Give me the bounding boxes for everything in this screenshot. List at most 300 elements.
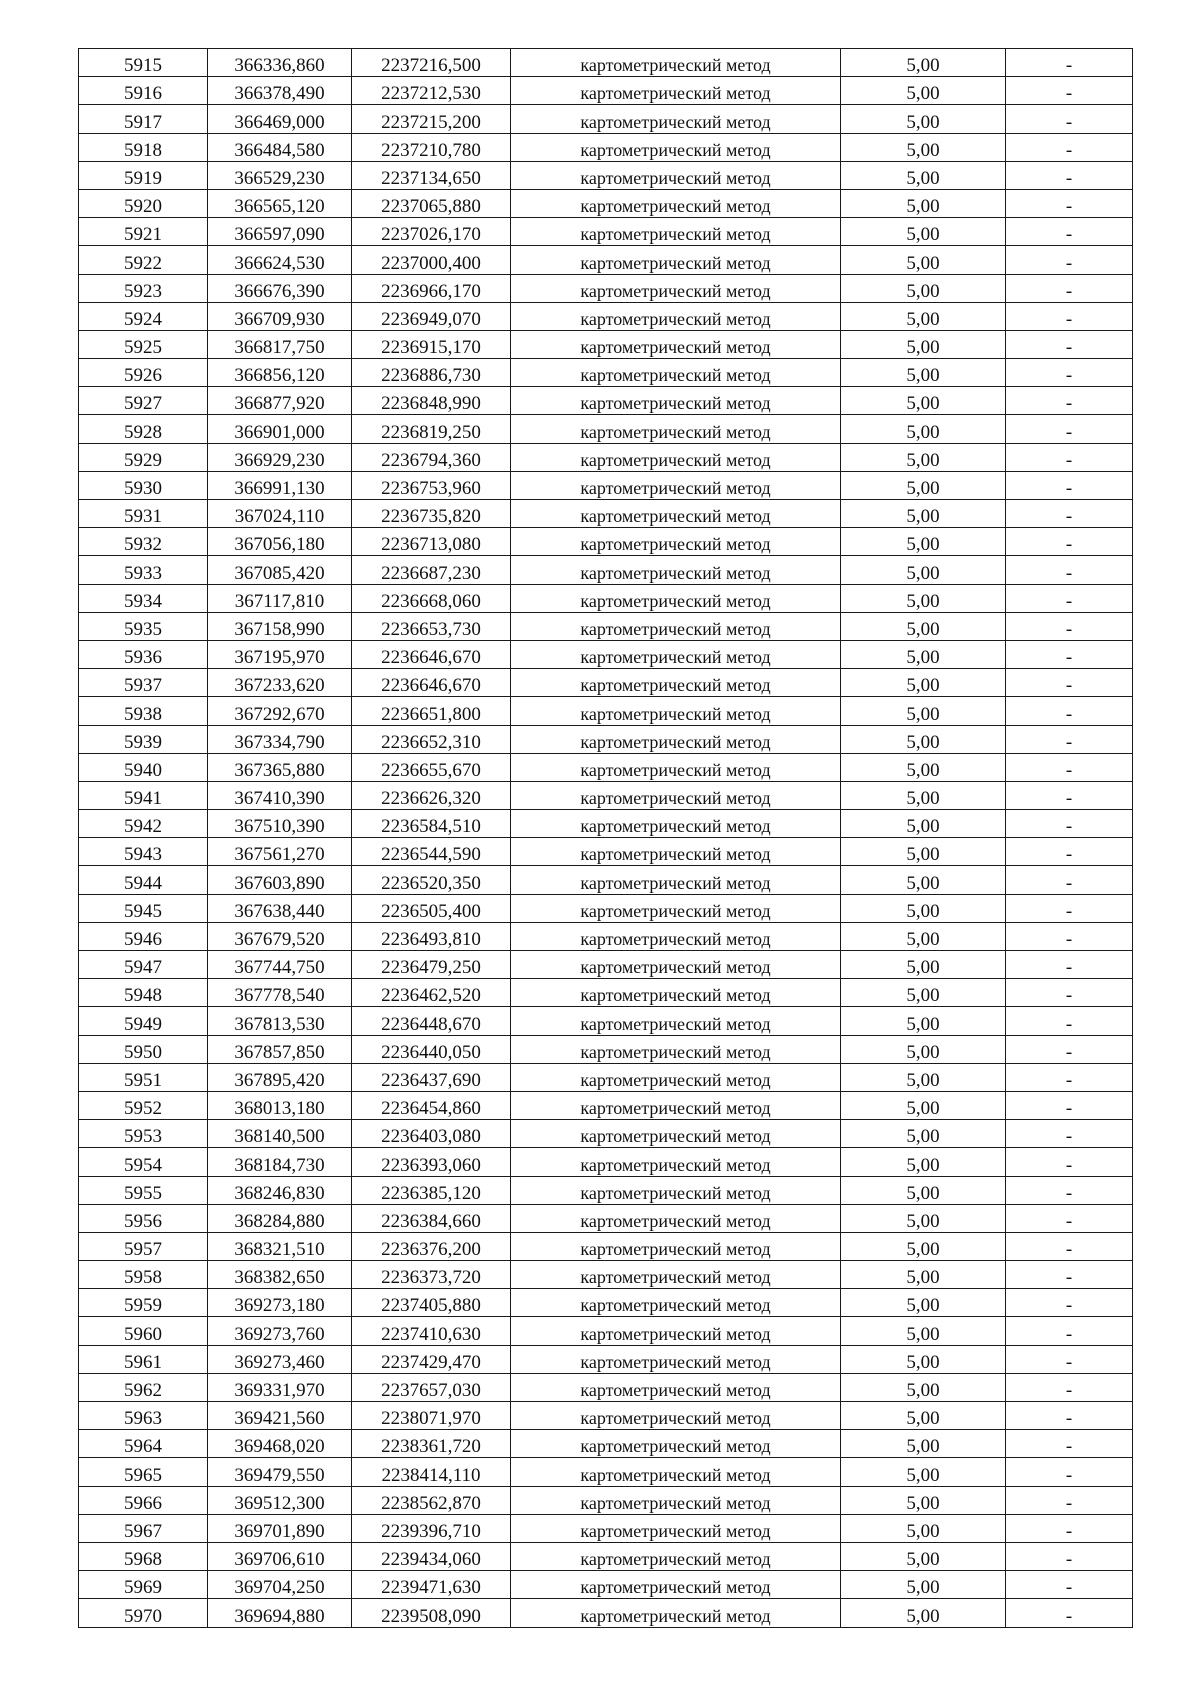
method-cell: картометрический метод xyxy=(511,725,841,753)
method-cell: картометрический метод xyxy=(511,77,841,105)
point-number-cell: 5950 xyxy=(79,1035,208,1063)
method-cell: картометрический метод xyxy=(511,274,841,302)
point-number-cell: 5951 xyxy=(79,1063,208,1091)
point-number-cell: 5948 xyxy=(79,979,208,1007)
accuracy-cell: 5,00 xyxy=(841,387,1006,415)
accuracy-cell: 5,00 xyxy=(841,77,1006,105)
point-number-cell: 5954 xyxy=(79,1148,208,1176)
accuracy-cell: 5,00 xyxy=(841,866,1006,894)
point-number-cell: 5924 xyxy=(79,302,208,330)
y-coordinate-cell: 2236794,360 xyxy=(352,443,511,471)
table-row xyxy=(79,189,1133,217)
description-cell: - xyxy=(1006,1373,1133,1401)
table-row xyxy=(79,274,1133,302)
y-coordinate-cell: 2236735,820 xyxy=(352,500,511,528)
description-cell: - xyxy=(1006,1430,1133,1458)
accuracy-cell: 5,00 xyxy=(841,415,1006,443)
table-row xyxy=(79,415,1133,443)
description-cell: - xyxy=(1006,1261,1133,1289)
table-row xyxy=(79,640,1133,668)
x-coordinate-cell: 367233,620 xyxy=(208,669,352,697)
description-cell: - xyxy=(1006,1402,1133,1430)
table-row xyxy=(79,471,1133,499)
point-number-cell: 5928 xyxy=(79,415,208,443)
accuracy-cell: 5,00 xyxy=(841,1289,1006,1317)
y-coordinate-cell: 2238361,720 xyxy=(352,1430,511,1458)
y-coordinate-cell: 2236886,730 xyxy=(352,359,511,387)
y-coordinate-cell: 2236403,080 xyxy=(352,1120,511,1148)
table-row xyxy=(79,1035,1133,1063)
table-row xyxy=(79,669,1133,697)
y-coordinate-cell: 2237026,170 xyxy=(352,218,511,246)
description-cell: - xyxy=(1006,1542,1133,1570)
point-number-cell: 5941 xyxy=(79,781,208,809)
y-coordinate-cell: 2236646,670 xyxy=(352,669,511,697)
x-coordinate-cell: 367195,970 xyxy=(208,640,352,668)
x-coordinate-cell: 366336,860 xyxy=(208,49,352,77)
table-row xyxy=(79,500,1133,528)
description-cell: - xyxy=(1006,1458,1133,1486)
method-cell: картометрический метод xyxy=(511,838,841,866)
table-row xyxy=(79,528,1133,556)
x-coordinate-cell: 368246,830 xyxy=(208,1176,352,1204)
method-cell: картометрический метод xyxy=(511,1458,841,1486)
y-coordinate-cell: 2237410,630 xyxy=(352,1317,511,1345)
method-cell: картометрический метод xyxy=(511,218,841,246)
description-cell: - xyxy=(1006,753,1133,781)
point-number-cell: 5956 xyxy=(79,1204,208,1232)
point-number-cell: 5942 xyxy=(79,810,208,838)
y-coordinate-cell: 2237065,880 xyxy=(352,189,511,217)
description-cell: - xyxy=(1006,1486,1133,1514)
method-cell: картометрический метод xyxy=(511,302,841,330)
x-coordinate-cell: 366469,000 xyxy=(208,105,352,133)
accuracy-cell: 5,00 xyxy=(841,471,1006,499)
accuracy-cell: 5,00 xyxy=(841,1007,1006,1035)
accuracy-cell: 5,00 xyxy=(841,1373,1006,1401)
point-number-cell: 5923 xyxy=(79,274,208,302)
description-cell: - xyxy=(1006,218,1133,246)
accuracy-cell: 5,00 xyxy=(841,1204,1006,1232)
accuracy-cell: 5,00 xyxy=(841,246,1006,274)
x-coordinate-cell: 369421,560 xyxy=(208,1402,352,1430)
point-number-cell: 5963 xyxy=(79,1402,208,1430)
table-row xyxy=(79,218,1133,246)
description-cell: - xyxy=(1006,415,1133,443)
accuracy-cell: 5,00 xyxy=(841,1035,1006,1063)
description-cell: - xyxy=(1006,1148,1133,1176)
x-coordinate-cell: 369512,300 xyxy=(208,1486,352,1514)
y-coordinate-cell: 2236655,670 xyxy=(352,753,511,781)
point-number-cell: 5935 xyxy=(79,612,208,640)
x-coordinate-cell: 367510,390 xyxy=(208,810,352,838)
table-row xyxy=(79,1486,1133,1514)
accuracy-cell: 5,00 xyxy=(841,500,1006,528)
coordinates-table-body xyxy=(79,49,1133,1628)
accuracy-cell: 5,00 xyxy=(841,810,1006,838)
method-cell: картометрический метод xyxy=(511,471,841,499)
description-cell: - xyxy=(1006,246,1133,274)
y-coordinate-cell: 2236966,170 xyxy=(352,274,511,302)
method-cell: картометрический метод xyxy=(511,1261,841,1289)
point-number-cell: 5939 xyxy=(79,725,208,753)
accuracy-cell: 5,00 xyxy=(841,725,1006,753)
method-cell: картометрический метод xyxy=(511,556,841,584)
method-cell: картометрический метод xyxy=(511,753,841,781)
accuracy-cell: 5,00 xyxy=(841,1345,1006,1373)
y-coordinate-cell: 2236915,170 xyxy=(352,330,511,358)
x-coordinate-cell: 369273,180 xyxy=(208,1289,352,1317)
point-number-cell: 5934 xyxy=(79,584,208,612)
accuracy-cell: 5,00 xyxy=(841,894,1006,922)
method-cell: картометрический метод xyxy=(511,1007,841,1035)
x-coordinate-cell: 366991,130 xyxy=(208,471,352,499)
description-cell: - xyxy=(1006,922,1133,950)
y-coordinate-cell: 2236652,310 xyxy=(352,725,511,753)
point-number-cell: 5960 xyxy=(79,1317,208,1345)
accuracy-cell: 5,00 xyxy=(841,1120,1006,1148)
description-cell: - xyxy=(1006,161,1133,189)
x-coordinate-cell: 367744,750 xyxy=(208,951,352,979)
x-coordinate-cell: 366378,490 xyxy=(208,77,352,105)
accuracy-cell: 5,00 xyxy=(841,1091,1006,1119)
description-cell: - xyxy=(1006,528,1133,556)
method-cell: картометрический метод xyxy=(511,133,841,161)
table-row xyxy=(79,49,1133,77)
method-cell: картометрический метод xyxy=(511,1204,841,1232)
accuracy-cell: 5,00 xyxy=(841,528,1006,556)
x-coordinate-cell: 367895,420 xyxy=(208,1063,352,1091)
table-row xyxy=(79,1514,1133,1542)
method-cell: картометрический метод xyxy=(511,1232,841,1260)
x-coordinate-cell: 367117,810 xyxy=(208,584,352,612)
point-number-cell: 5921 xyxy=(79,218,208,246)
table-row xyxy=(79,584,1133,612)
x-coordinate-cell: 369706,610 xyxy=(208,1542,352,1570)
x-coordinate-cell: 368184,730 xyxy=(208,1148,352,1176)
method-cell: картометрический метод xyxy=(511,951,841,979)
x-coordinate-cell: 366856,120 xyxy=(208,359,352,387)
table-row xyxy=(79,866,1133,894)
point-number-cell: 5922 xyxy=(79,246,208,274)
method-cell: картометрический метод xyxy=(511,415,841,443)
method-cell: картометрический метод xyxy=(511,387,841,415)
method-cell: картометрический метод xyxy=(511,979,841,1007)
y-coordinate-cell: 2238414,110 xyxy=(352,1458,511,1486)
table-row xyxy=(79,1120,1133,1148)
point-number-cell: 5952 xyxy=(79,1091,208,1119)
table-row xyxy=(79,387,1133,415)
table-row xyxy=(79,1458,1133,1486)
x-coordinate-cell: 367334,790 xyxy=(208,725,352,753)
accuracy-cell: 5,00 xyxy=(841,838,1006,866)
y-coordinate-cell: 2236651,800 xyxy=(352,697,511,725)
point-number-cell: 5930 xyxy=(79,471,208,499)
x-coordinate-cell: 368284,880 xyxy=(208,1204,352,1232)
x-coordinate-cell: 366597,090 xyxy=(208,218,352,246)
x-coordinate-cell: 367085,420 xyxy=(208,556,352,584)
accuracy-cell: 5,00 xyxy=(841,1599,1006,1627)
method-cell: картометрический метод xyxy=(511,330,841,358)
method-cell: картометрический метод xyxy=(511,1402,841,1430)
point-number-cell: 5937 xyxy=(79,669,208,697)
point-number-cell: 5957 xyxy=(79,1232,208,1260)
point-number-cell: 5932 xyxy=(79,528,208,556)
y-coordinate-cell: 2236544,590 xyxy=(352,838,511,866)
description-cell: - xyxy=(1006,556,1133,584)
method-cell: картометрический метод xyxy=(511,612,841,640)
x-coordinate-cell: 367561,270 xyxy=(208,838,352,866)
accuracy-cell: 5,00 xyxy=(841,1261,1006,1289)
table-row xyxy=(79,161,1133,189)
method-cell: картометрический метод xyxy=(511,697,841,725)
accuracy-cell: 5,00 xyxy=(841,1148,1006,1176)
accuracy-cell: 5,00 xyxy=(841,1176,1006,1204)
x-coordinate-cell: 366624,530 xyxy=(208,246,352,274)
accuracy-cell: 5,00 xyxy=(841,781,1006,809)
table-row xyxy=(79,1204,1133,1232)
point-number-cell: 5920 xyxy=(79,189,208,217)
accuracy-cell: 5,00 xyxy=(841,1063,1006,1091)
point-number-cell: 5970 xyxy=(79,1599,208,1627)
method-cell: картометрический метод xyxy=(511,669,841,697)
point-number-cell: 5965 xyxy=(79,1458,208,1486)
table-row xyxy=(79,1345,1133,1373)
x-coordinate-cell: 367292,670 xyxy=(208,697,352,725)
x-coordinate-cell: 366484,580 xyxy=(208,133,352,161)
point-number-cell: 5925 xyxy=(79,330,208,358)
accuracy-cell: 5,00 xyxy=(841,302,1006,330)
x-coordinate-cell: 366929,230 xyxy=(208,443,352,471)
method-cell: картометрический метод xyxy=(511,1373,841,1401)
y-coordinate-cell: 2236753,960 xyxy=(352,471,511,499)
table-row xyxy=(79,838,1133,866)
table-row xyxy=(79,105,1133,133)
accuracy-cell: 5,00 xyxy=(841,1317,1006,1345)
y-coordinate-cell: 2236653,730 xyxy=(352,612,511,640)
y-coordinate-cell: 2236493,810 xyxy=(352,922,511,950)
y-coordinate-cell: 2237210,780 xyxy=(352,133,511,161)
description-cell: - xyxy=(1006,1063,1133,1091)
accuracy-cell: 5,00 xyxy=(841,189,1006,217)
point-number-cell: 5945 xyxy=(79,894,208,922)
y-coordinate-cell: 2239471,630 xyxy=(352,1571,511,1599)
y-coordinate-cell: 2236668,060 xyxy=(352,584,511,612)
point-number-cell: 5936 xyxy=(79,640,208,668)
point-number-cell: 5949 xyxy=(79,1007,208,1035)
point-number-cell: 5943 xyxy=(79,838,208,866)
accuracy-cell: 5,00 xyxy=(841,49,1006,77)
accuracy-cell: 5,00 xyxy=(841,753,1006,781)
x-coordinate-cell: 367603,890 xyxy=(208,866,352,894)
x-coordinate-cell: 369331,970 xyxy=(208,1373,352,1401)
method-cell: картометрический метод xyxy=(511,1542,841,1570)
table-row xyxy=(79,302,1133,330)
table-row xyxy=(79,894,1133,922)
y-coordinate-cell: 2238071,970 xyxy=(352,1402,511,1430)
x-coordinate-cell: 367813,530 xyxy=(208,1007,352,1035)
y-coordinate-cell: 2236949,070 xyxy=(352,302,511,330)
description-cell: - xyxy=(1006,640,1133,668)
table-row xyxy=(79,781,1133,809)
y-coordinate-cell: 2239508,090 xyxy=(352,1599,511,1627)
y-coordinate-cell: 2237216,500 xyxy=(352,49,511,77)
point-number-cell: 5967 xyxy=(79,1514,208,1542)
y-coordinate-cell: 2236646,670 xyxy=(352,640,511,668)
accuracy-cell: 5,00 xyxy=(841,1486,1006,1514)
table-row xyxy=(79,1176,1133,1204)
x-coordinate-cell: 368013,180 xyxy=(208,1091,352,1119)
method-cell: картометрический метод xyxy=(511,528,841,556)
accuracy-cell: 5,00 xyxy=(841,979,1006,1007)
accuracy-cell: 5,00 xyxy=(841,951,1006,979)
point-number-cell: 5940 xyxy=(79,753,208,781)
y-coordinate-cell: 2237405,880 xyxy=(352,1289,511,1317)
y-coordinate-cell: 2237215,200 xyxy=(352,105,511,133)
y-coordinate-cell: 2236505,400 xyxy=(352,894,511,922)
table-row xyxy=(79,556,1133,584)
point-number-cell: 5919 xyxy=(79,161,208,189)
table-row xyxy=(79,922,1133,950)
table-row xyxy=(79,77,1133,105)
accuracy-cell: 5,00 xyxy=(841,330,1006,358)
accuracy-cell: 5,00 xyxy=(841,1458,1006,1486)
description-cell: - xyxy=(1006,1091,1133,1119)
method-cell: картометрический метод xyxy=(511,1063,841,1091)
table-row xyxy=(79,1430,1133,1458)
table-row xyxy=(79,1261,1133,1289)
method-cell: картометрический метод xyxy=(511,1514,841,1542)
accuracy-cell: 5,00 xyxy=(841,1430,1006,1458)
point-number-cell: 5933 xyxy=(79,556,208,584)
description-cell: - xyxy=(1006,1599,1133,1627)
description-cell: - xyxy=(1006,1317,1133,1345)
point-number-cell: 5959 xyxy=(79,1289,208,1317)
x-coordinate-cell: 368321,510 xyxy=(208,1232,352,1260)
y-coordinate-cell: 2236462,520 xyxy=(352,979,511,1007)
accuracy-cell: 5,00 xyxy=(841,1232,1006,1260)
method-cell: картометрический метод xyxy=(511,810,841,838)
accuracy-cell: 5,00 xyxy=(841,359,1006,387)
description-cell: - xyxy=(1006,866,1133,894)
table-row xyxy=(79,951,1133,979)
x-coordinate-cell: 368382,650 xyxy=(208,1261,352,1289)
y-coordinate-cell: 2236376,200 xyxy=(352,1232,511,1260)
y-coordinate-cell: 2236584,510 xyxy=(352,810,511,838)
y-coordinate-cell: 2236454,860 xyxy=(352,1091,511,1119)
method-cell: картометрический метод xyxy=(511,584,841,612)
point-number-cell: 5953 xyxy=(79,1120,208,1148)
y-coordinate-cell: 2237429,470 xyxy=(352,1345,511,1373)
table-row xyxy=(79,612,1133,640)
point-number-cell: 5955 xyxy=(79,1176,208,1204)
point-number-cell: 5958 xyxy=(79,1261,208,1289)
method-cell: картометрический метод xyxy=(511,866,841,894)
description-cell: - xyxy=(1006,725,1133,753)
table-row xyxy=(79,1571,1133,1599)
y-coordinate-cell: 2236385,120 xyxy=(352,1176,511,1204)
table-row xyxy=(79,330,1133,358)
table-row xyxy=(79,1373,1133,1401)
method-cell: картометрический метод xyxy=(511,161,841,189)
description-cell: - xyxy=(1006,133,1133,161)
accuracy-cell: 5,00 xyxy=(841,612,1006,640)
table-row xyxy=(79,1599,1133,1627)
x-coordinate-cell: 367024,110 xyxy=(208,500,352,528)
description-cell: - xyxy=(1006,49,1133,77)
y-coordinate-cell: 2236626,320 xyxy=(352,781,511,809)
y-coordinate-cell: 2236384,660 xyxy=(352,1204,511,1232)
method-cell: картометрический метод xyxy=(511,781,841,809)
method-cell: картометрический метод xyxy=(511,1289,841,1317)
accuracy-cell: 5,00 xyxy=(841,697,1006,725)
table-row xyxy=(79,1542,1133,1570)
description-cell: - xyxy=(1006,302,1133,330)
description-cell: - xyxy=(1006,1176,1133,1204)
y-coordinate-cell: 2236687,230 xyxy=(352,556,511,584)
y-coordinate-cell: 2239434,060 xyxy=(352,1542,511,1570)
accuracy-cell: 5,00 xyxy=(841,218,1006,246)
accuracy-cell: 5,00 xyxy=(841,640,1006,668)
y-coordinate-cell: 2236848,990 xyxy=(352,387,511,415)
accuracy-cell: 5,00 xyxy=(841,105,1006,133)
method-cell: картометрический метод xyxy=(511,640,841,668)
x-coordinate-cell: 367056,180 xyxy=(208,528,352,556)
description-cell: - xyxy=(1006,1345,1133,1373)
table-row xyxy=(79,810,1133,838)
method-cell: картометрический метод xyxy=(511,1035,841,1063)
x-coordinate-cell: 366529,230 xyxy=(208,161,352,189)
table-row xyxy=(79,133,1133,161)
description-cell: - xyxy=(1006,810,1133,838)
description-cell: - xyxy=(1006,1007,1133,1035)
accuracy-cell: 5,00 xyxy=(841,556,1006,584)
description-cell: - xyxy=(1006,669,1133,697)
y-coordinate-cell: 2236440,050 xyxy=(352,1035,511,1063)
accuracy-cell: 5,00 xyxy=(841,274,1006,302)
description-cell: - xyxy=(1006,1120,1133,1148)
x-coordinate-cell: 367778,540 xyxy=(208,979,352,1007)
method-cell: картометрический метод xyxy=(511,1176,841,1204)
method-cell: картометрический метод xyxy=(511,443,841,471)
description-cell: - xyxy=(1006,951,1133,979)
description-cell: - xyxy=(1006,105,1133,133)
accuracy-cell: 5,00 xyxy=(841,161,1006,189)
x-coordinate-cell: 369479,550 xyxy=(208,1458,352,1486)
description-cell: - xyxy=(1006,274,1133,302)
y-coordinate-cell: 2238562,870 xyxy=(352,1486,511,1514)
point-number-cell: 5947 xyxy=(79,951,208,979)
method-cell: картометрический метод xyxy=(511,1091,841,1119)
accuracy-cell: 5,00 xyxy=(841,669,1006,697)
description-cell: - xyxy=(1006,838,1133,866)
point-number-cell: 5969 xyxy=(79,1571,208,1599)
y-coordinate-cell: 2236448,670 xyxy=(352,1007,511,1035)
accuracy-cell: 5,00 xyxy=(841,1571,1006,1599)
method-cell: картометрический метод xyxy=(511,1317,841,1345)
x-coordinate-cell: 368140,500 xyxy=(208,1120,352,1148)
method-cell: картометрический метод xyxy=(511,1486,841,1514)
method-cell: картометрический метод xyxy=(511,105,841,133)
accuracy-cell: 5,00 xyxy=(841,1542,1006,1570)
point-number-cell: 5938 xyxy=(79,697,208,725)
table-row xyxy=(79,697,1133,725)
x-coordinate-cell: 366565,120 xyxy=(208,189,352,217)
table-row xyxy=(79,1063,1133,1091)
table-row xyxy=(79,1091,1133,1119)
method-cell: картометрический метод xyxy=(511,1571,841,1599)
table-row xyxy=(79,1317,1133,1345)
